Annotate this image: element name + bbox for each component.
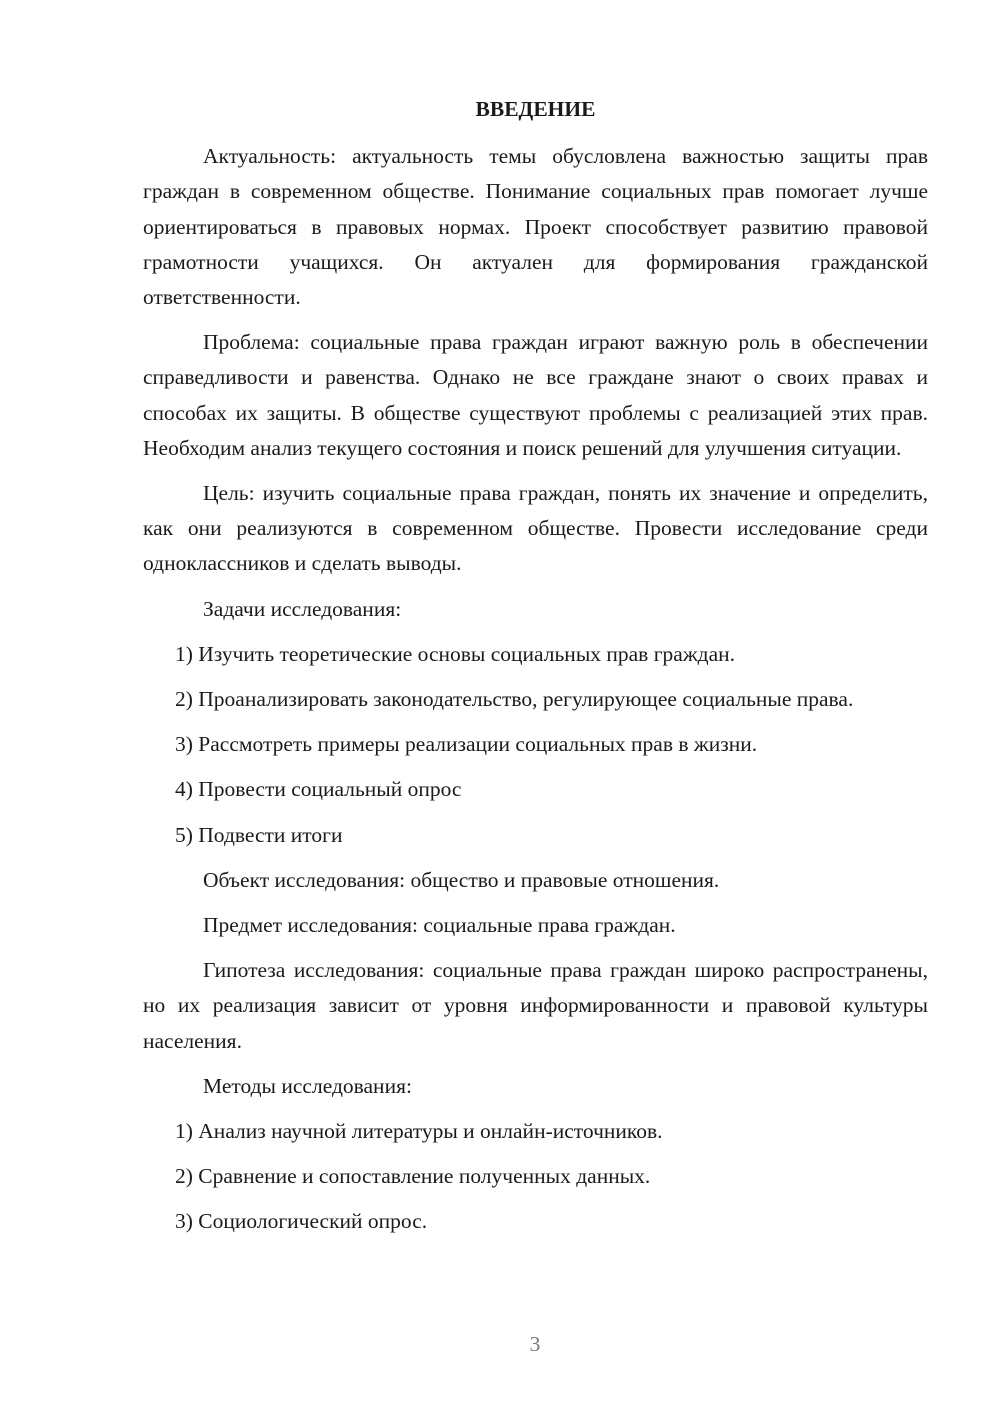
task-item: 1) Изучить теоретические основы социальных прав граждан.	[175, 641, 736, 666]
object-paragraph: Объект исследования: общество и правовые отношения.	[203, 867, 720, 892]
method-item: 2) Сравнение и сопоставление полученных данных.	[175, 1164, 651, 1189]
goal-paragraph: Цель: изучить социальные права граждан, понять их значение и определить, как они реализуются в современном обществе. Провести исследование среди одноклассников и сделать выводы.	[143, 481, 928, 576]
task-item: 4) Провести социальный опрос	[175, 777, 462, 802]
relevance-paragraph: Актуальность: актуальность темы обусловлена важностью защиты прав граждан в современном обществе. Понимание социальных прав помогает лучше ориентироваться в правовых нормах. Проект способствует развитию правовой грамотности учащихся. Он актуален для формирования гражданской ответственности.	[143, 144, 928, 310]
methods-label: Методы исследования:	[203, 1073, 412, 1098]
method-item: 3) Социологический опрос.	[175, 1209, 428, 1234]
page-number: 3	[529, 1332, 541, 1356]
tasks-label: Задачи исследования:	[203, 596, 402, 621]
hypothesis-paragraph: Гипотеза исследования: социальные права граждан широко распространены, но их реализация зависит от уровня информированности и правовой культуры населения.	[143, 958, 928, 1053]
task-item: 2) Проанализировать законодательство, регулирующее социальные права.	[175, 687, 854, 712]
task-item: 5) Подвести итоги	[175, 822, 343, 847]
problem-paragraph: Проблема: социальные права граждан играют важную роль в обеспечении справедливости и равенства. Однако не все граждане знают о своих правах и способах их защиты. В обществе существуют проблемы с реализацией этих прав. Необходим анализ текущего состояния и поиск решений для улучшения ситуации.	[143, 330, 928, 460]
subject-paragraph: Предмет исследования: социальные права граждан.	[203, 913, 676, 938]
page-title: ВВЕДЕНИЕ	[475, 97, 596, 121]
task-item: 3) Рассмотреть примеры реализации социальных прав в жизни.	[175, 732, 758, 757]
method-item: 1) Анализ научной литературы и онлайн-источников.	[175, 1119, 663, 1144]
document-page	[143, 92, 928, 1250]
